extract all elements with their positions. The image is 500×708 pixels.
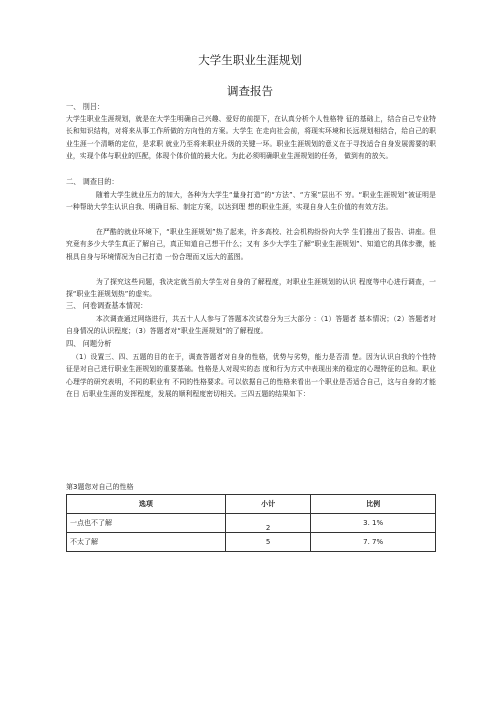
table-caption: 第3题您对自己的性格: [66, 483, 134, 491]
section-3-heading: 三、 问卷调查基本情况：: [66, 301, 148, 310]
section-2-heading: 二、 调查目的：: [66, 177, 119, 186]
row-count: 2: [225, 514, 310, 533]
row-option: 一点也不了解: [67, 514, 226, 533]
document-subtitle: 调查报告: [227, 84, 273, 98]
section-1-heading: 一、 刖吕：: [66, 102, 105, 111]
section-1-paragraph: 大学生职业生涯规划，就是在大学生明确自己兴趣、爱好的前提下，在认真分析个人性格特 征的基础上，结合自己专业特长和知识结构，对将来从事工作所做的方向性的方案。大学生 在走向社会前，将现实环境和长远规划相结合，给自己的职业生涯一个清晰的定位，是求职 就业乃至将来职业升级的关键一环。职业生涯规划的意义在于寻找适合自身发展需要的职 业，实现个体与职业的匹配，体现个体价值的最大化。为此必须明确职业生涯规划的任务， 做到有的放矢。: [66, 115, 436, 161]
section-4-heading: 四、 问题分析: [66, 339, 112, 348]
section-3-paragraph: 本次调查通过网络进行，共五十人人参与了答题本次试卷分为三大部分 ：（1）答题者 基本情况；（2）答题者对自身情况的认识程度；（3）答题者对“职业生涯规划”的了解程度。: [66, 315, 436, 336]
section-2-paragraph-1: 随着大学生就业压力的加大，各种为大学生“量身打造”的“方法”、“方案”层出不 穷。“职业生涯规划”被证明是一种帮助大学生认识自我、明确目标、制定方案，以达到理 想的职业生涯，实现自身人生价值的有效方法。: [66, 191, 436, 212]
row-ratio: 7. 7%: [311, 533, 436, 552]
survey-table: [66, 494, 436, 552]
header-count: 小计: [225, 495, 310, 514]
table-row: [67, 514, 436, 533]
row-count: 5: [225, 533, 310, 552]
section-2-paragraph-2: 在严酷的就业环境下，“职业生涯规划”热了起来，许多高校、社会机构纷纷向大学 生们推出了报告、讲座。但究竟有多少大学生真正了解自己，真正知道自己想干什么；又有 多少大学生了解“职业生涯规划”、知道它的具体步骤，能根具自身与环境情况为自己打造 一份合理而又远大的蓝图。: [66, 228, 436, 261]
section-2-paragraph-3: 为了探究这些问题，我决定就当前大学生对自身的了解程度，对职业生涯规划的认识 程度等中心进行调查，一探“职业生涯规划热”的虚实。: [66, 278, 436, 299]
document-title: 大学生职业生涯规划: [198, 53, 302, 67]
section-4-paragraph: （1）设置三、四、五题的目的在于，调查答题者对自身的性格，优势与劣势，能力是否清 楚。因为认识自我的个性特征是对自己进行职业生涯规划的重要基础。性格是人对现实的态 度和行为方式中表现出来的稳定的心理特征的总和。职业心理学的研究表明，不同的职业有 不同的性格要求。可以依据自己的性格来看出一个职业是否适合自己，这与自身的才能在日 后职业生涯的发挥程度，发展的顺利程度密切相关。三四五题的结果如下：: [66, 353, 436, 399]
table-header-row: [67, 495, 436, 514]
header-option: 选项: [67, 495, 226, 514]
header-ratio: 比例: [311, 495, 436, 514]
table-row: [67, 533, 436, 552]
row-ratio: 3. 1%: [311, 514, 436, 533]
row-option: 不太了解: [67, 533, 226, 552]
